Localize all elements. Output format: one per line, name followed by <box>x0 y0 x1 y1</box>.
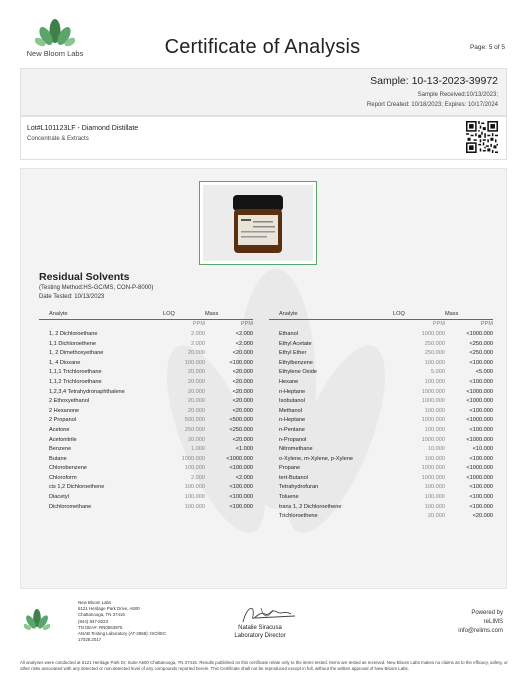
mass-cell: <20.000 <box>232 350 253 357</box>
loq-cell: 20.000 <box>427 513 445 520</box>
mass-cell: <1000.000 <box>466 436 493 443</box>
table-row <box>39 464 253 474</box>
bloom-logo-small-icon <box>24 608 50 632</box>
logo-text: New Bloom Labs <box>26 49 84 58</box>
table-row <box>39 454 253 464</box>
loq-cell: 100.000 <box>424 455 445 462</box>
table-row <box>39 396 253 406</box>
table-row <box>39 435 253 445</box>
loq-cell: 100.000 <box>184 359 205 366</box>
analyte-cell: Diacetyl <box>49 494 69 501</box>
analyte-cell: 1,1,1 Trichloroethane <box>49 369 102 376</box>
mass-cell: <100.000 <box>469 503 493 510</box>
testing-method: (Testing Method:HS-GC/MS, CON-P-8000) <box>39 285 154 291</box>
loq-cell: 1.000 <box>191 446 205 453</box>
mass-unit: PPM <box>480 321 493 328</box>
mass-cell: <100.000 <box>229 494 253 501</box>
results-panel <box>20 168 507 589</box>
mass-cell: <100.000 <box>229 465 253 472</box>
mass-cell: <1000.000 <box>466 388 493 395</box>
analyte-cell: Isobutanol <box>279 398 305 405</box>
loq-unit: PPM <box>432 321 445 328</box>
mass-cell: <100.000 <box>469 378 493 385</box>
loq-cell: 250.000 <box>424 340 445 347</box>
loq-cell: 100.000 <box>424 494 445 501</box>
mass-cell: <500.000 <box>229 417 253 424</box>
loq-cell: 2.000 <box>191 330 205 337</box>
loq-cell: 2.000 <box>191 340 205 347</box>
signer-role: Laboratory Director <box>234 633 286 639</box>
analyte-cell: Ethanol <box>279 330 298 337</box>
table-row <box>269 483 493 493</box>
table-row <box>39 473 253 483</box>
loq-cell: 20.000 <box>187 369 205 376</box>
mass-cell: <5.000 <box>475 369 493 376</box>
mass-header: Mass <box>205 309 253 319</box>
platform-name: reLIMS <box>483 619 503 625</box>
sample-received: Sample Received:10/13/2023; <box>417 92 498 98</box>
mass-cell: <10.000 <box>472 446 493 453</box>
mass-cell: <1000.000 <box>466 465 493 472</box>
mass-cell: <1.000 <box>235 446 253 453</box>
contact-email[interactable]: info@relims.com <box>458 628 503 634</box>
analyte-cell: Methanol <box>279 407 303 414</box>
table-row <box>269 406 493 416</box>
analyte-cell: Hexane <box>279 378 299 385</box>
mass-cell: <1000.000 <box>466 474 493 481</box>
mass-cell: <1000.000 <box>226 455 253 462</box>
loq-cell: 2.000 <box>191 474 205 481</box>
loq-cell: 100.000 <box>184 465 205 472</box>
analyte-cell: Toluene <box>279 494 299 501</box>
loq-cell: 5.000 <box>431 369 445 376</box>
analyte-cell: Tetrahydrofuran <box>279 484 319 491</box>
loq-cell: 100.000 <box>184 503 205 510</box>
analyte-cell: Chlorobenzene <box>49 465 87 472</box>
loq-cell: 20.000 <box>187 378 205 385</box>
analyte-cell: trans 1, 2 Dichloroethene <box>279 503 342 510</box>
mass-cell: <20.000 <box>232 398 253 405</box>
table-row <box>269 502 493 512</box>
table-row <box>39 377 253 387</box>
table-row <box>269 329 493 339</box>
analyte-cell: 1,1,2 Trichloroethane <box>49 378 102 385</box>
analyte-header: Analyte <box>39 309 163 319</box>
loq-cell: 1000.000 <box>421 388 445 395</box>
mass-cell: <2.000 <box>235 340 253 347</box>
mass-cell: <20.000 <box>232 388 253 395</box>
loq-cell: 1000.000 <box>421 398 445 405</box>
analyte-cell: o-Xylene, m-Xylene, p-Xylene <box>279 455 353 462</box>
table-row <box>269 348 493 358</box>
loq-unit: PPM <box>192 321 205 328</box>
mass-cell: <1000.000 <box>466 330 493 337</box>
header <box>20 14 505 64</box>
loq-cell: 100.000 <box>424 359 445 366</box>
table-row <box>39 483 253 493</box>
analyte-cell: cis 1,2 Dichloroethene <box>49 484 105 491</box>
analyte-cell: Nitromethane <box>279 446 313 453</box>
disclaimer: All analyses were conducted at 6121 Heritage Park Dr, Suite A500 Chattanooga, TN 37416. Results published on this certificate relate only to the items tested. Items are tested as received. New Bloom Labs makes no claims as to the efficacy, safety, or other risks associated with any detected or non-detected level of any compounds reported herein. This Certificate shall not be reproduced except in full, without the written approval of New Bloom Labs. <box>20 660 508 671</box>
mass-cell: <20.000 <box>232 369 253 376</box>
solvents-table-right <box>269 309 493 521</box>
product-jar-image <box>203 185 313 261</box>
report-dates: Report Created: 10/18/2023; Expires: 10/17/2024 <box>366 102 498 108</box>
analyte-cell: 2 Ethoxyethanol <box>49 398 90 405</box>
analyte-cell: Acetone <box>49 426 70 433</box>
mass-cell: <20.000 <box>232 436 253 443</box>
signer-name: Natalie Siracusa <box>238 625 282 631</box>
mass-cell: <100.000 <box>229 484 253 491</box>
lot-title: Lot#L101123LF - Diamond Distillate <box>27 125 139 132</box>
analyte-cell: n-Heptane <box>279 388 306 395</box>
loq-cell: 100.000 <box>424 426 445 433</box>
table-row <box>269 511 493 521</box>
loq-cell: 500.000 <box>184 417 205 424</box>
analyte-cell: Ethylbenzene <box>279 359 313 366</box>
date-tested: Date Tested: 10/13/2023 <box>39 294 105 300</box>
loq-cell: 20.000 <box>187 350 205 357</box>
footer <box>20 592 505 654</box>
section-title: Residual Solvents <box>39 271 130 283</box>
table-row <box>269 377 493 387</box>
analyte-cell: n-Pentane <box>279 426 305 433</box>
loq-cell: 100.000 <box>424 378 445 385</box>
table-row <box>269 396 493 406</box>
sample-info <box>20 68 507 116</box>
sample-id: Sample: 10-13-2023-39972 <box>370 75 498 87</box>
mass-cell: <20.000 <box>232 407 253 414</box>
table-row <box>269 387 493 397</box>
analyte-cell: 2 Propanol <box>49 417 77 424</box>
qr-code-icon[interactable] <box>466 121 498 153</box>
mass-cell: <250.000 <box>469 350 493 357</box>
table-row <box>39 348 253 358</box>
solvents-table-left <box>39 309 253 511</box>
mass-cell: <2.000 <box>235 474 253 481</box>
mass-cell: <1000.000 <box>466 417 493 424</box>
analyte-cell: 1, 4 Dioxane <box>49 359 81 366</box>
loq-cell: 1000.000 <box>421 436 445 443</box>
table-row <box>39 329 253 339</box>
loq-cell: 1000.000 <box>421 474 445 481</box>
table-row <box>269 454 493 464</box>
loq-cell: 250.000 <box>424 350 445 357</box>
loq-cell: 250.000 <box>184 426 205 433</box>
analyte-cell: Propane <box>279 465 301 472</box>
lot-category: Concentrate & Extracts <box>27 136 89 142</box>
table-row <box>39 492 253 502</box>
table-row <box>269 444 493 454</box>
analyte-cell: 1,2,3,4 Tetrahydronaphthalene <box>49 388 125 395</box>
loq-header: LOQ <box>393 309 445 319</box>
analyte-cell: 1, 2 Dimethoxyethane <box>49 350 104 357</box>
loq-cell: 1000.000 <box>181 455 205 462</box>
table-row <box>269 416 493 426</box>
analyte-header: Analyte <box>269 309 393 319</box>
mass-cell: <100.000 <box>469 407 493 414</box>
analyte-cell: Ethyl Acetate <box>279 340 312 347</box>
analyte-cell: 1,1 Dichloroethene <box>49 340 96 347</box>
mass-cell: <100.000 <box>469 359 493 366</box>
page-title: Certificate of Analysis <box>164 36 361 58</box>
sample-photo[interactable] <box>199 181 317 265</box>
table-row <box>269 339 493 349</box>
loq-cell: 1000.000 <box>421 330 445 337</box>
mass-unit: PPM <box>240 321 253 328</box>
table-row <box>39 339 253 349</box>
loq-cell: 100.000 <box>424 484 445 491</box>
analyte-cell: 2 Hexanone <box>49 407 80 414</box>
mass-cell: <100.000 <box>469 494 493 501</box>
analyte-cell: Ethyl Ether <box>279 350 307 357</box>
loq-cell: 20.000 <box>187 407 205 414</box>
mass-cell: <100.000 <box>229 503 253 510</box>
table-row <box>39 368 253 378</box>
loq-header: LOQ <box>163 309 205 319</box>
table-row <box>39 358 253 368</box>
mass-cell: <2.000 <box>235 330 253 337</box>
page-number: Page: 5 of 5 <box>469 44 505 51</box>
table-row <box>39 406 253 416</box>
table-row <box>269 425 493 435</box>
table-row <box>39 444 253 454</box>
loq-cell: 20.000 <box>187 388 205 395</box>
analyte-cell: Benzene <box>49 446 72 453</box>
analyte-cell: Trichloroethene <box>279 513 318 520</box>
loq-cell: 100.000 <box>424 407 445 414</box>
loq-cell: 1000.000 <box>421 465 445 472</box>
loq-cell: 20.000 <box>187 436 205 443</box>
mass-cell: <20.000 <box>232 378 253 385</box>
mass-cell: <100.000 <box>229 359 253 366</box>
mass-header: Mass <box>445 309 493 319</box>
analyte-cell: tert-Butanol <box>279 474 308 481</box>
mass-cell: <250.000 <box>229 426 253 433</box>
analyte-cell: Dichloromethane <box>49 503 92 510</box>
lab-address: New Bloom Labs 6121 Heritage Park Drive, A500 Chattanooga, TN 37416 (844) 837-8223 TN DEA#: RN0563975 ANAB Testing Laboratory (AT-2868): ISO/IEC 17025:2017 <box>78 600 167 643</box>
table-row <box>269 435 493 445</box>
table-row <box>269 492 493 502</box>
table-row <box>269 358 493 368</box>
loq-cell: 20.000 <box>187 398 205 405</box>
mass-cell: <1000.000 <box>466 398 493 405</box>
mass-cell: <100.000 <box>469 426 493 433</box>
table-row <box>39 387 253 397</box>
analyte-cell: 1, 2 Dichloroethane <box>49 330 98 337</box>
table-row <box>39 425 253 435</box>
analyte-cell: Chloroform <box>49 474 77 481</box>
loq-cell: 100.000 <box>424 503 445 510</box>
table-row <box>269 473 493 483</box>
mass-cell: <100.000 <box>469 455 493 462</box>
mass-cell: <250.000 <box>469 340 493 347</box>
analyte-cell: n-Heptane <box>279 417 306 424</box>
table-row <box>269 464 493 474</box>
powered-by: Powered by <box>471 610 503 616</box>
table-row <box>39 502 253 512</box>
analyte-cell: n-Propanol <box>279 436 307 443</box>
analyte-cell: Acetonitrile <box>49 436 77 443</box>
loq-cell: 1000.000 <box>421 417 445 424</box>
table-row <box>269 368 493 378</box>
mass-cell: <100.000 <box>469 484 493 491</box>
loq-cell: 100.000 <box>184 484 205 491</box>
mass-cell: <20.000 <box>472 513 493 520</box>
lot-info <box>20 116 507 160</box>
table-row <box>39 416 253 426</box>
analyte-cell: Butane <box>49 455 67 462</box>
loq-cell: 100.000 <box>184 494 205 501</box>
analyte-cell: Ethylene Oxide <box>279 369 317 376</box>
loq-cell: 10.000 <box>427 446 445 453</box>
